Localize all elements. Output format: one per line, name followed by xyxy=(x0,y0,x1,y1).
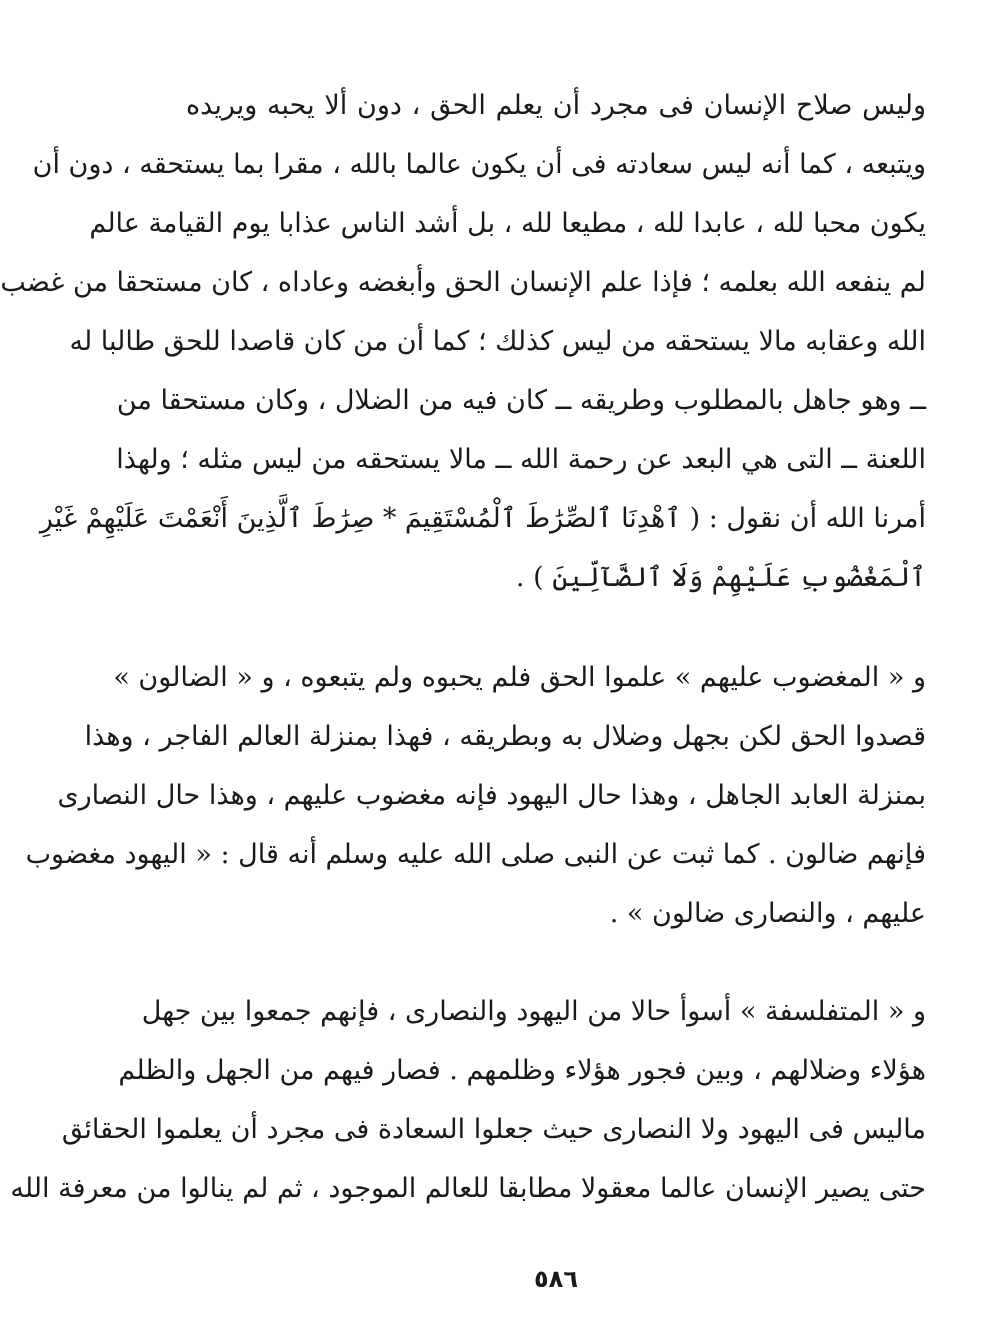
text-line: بمنزلة العابد الجاهل ، وهذا حال اليهود فإنه مغضوب عليهم ، وهذا حال النصارى xyxy=(57,780,926,811)
text-line: و « المغضوب عليهم » علموا الحق فلم يحبوه ولم يتبعوه ، و « الضالون » xyxy=(113,662,926,693)
text-line: عليهم ، والنصارى ضالون » . xyxy=(609,898,926,929)
text-line: هؤلاء وضلالهم ، وبين فجور هؤلاء وظلمهم . فصار فيهم من الجهل والظلم xyxy=(118,1055,926,1086)
text-line: لم ينفعه الله بعلمه ؛ فإذا علم الإنسان الحق وأبغضه وعاداه ، كان مستحقا من غضب xyxy=(0,267,926,298)
text-line: فإنهم ضالون . كما ثبت عن النبى صلى الله عليه وسلم أنه قال : « اليهود مغضوب xyxy=(25,839,926,870)
paragraph-1 xyxy=(0,76,926,607)
text-line: قصدوا الحق لكن بجهل وضلال به وبطريقه ، فهذا بمنزلة العالم الفاجر ، وهذا xyxy=(84,721,926,752)
text-line: ــ وهو جاهل بالمطلوب وطريقه ــ كان فيه من الضلال ، وكان مستحقا من xyxy=(116,385,926,416)
text-line: الله وعقابه مالا يستحقه من ليس كذلك ؛ كما أن من كان قاصدا للحق طالبا له xyxy=(69,326,926,357)
paragraph-2 xyxy=(25,648,926,943)
text-line: اللعنة ــ التى هي البعد عن رحمة الله ــ مالا يستحقه من ليس مثله ؛ ولهذا xyxy=(116,444,926,475)
paragraph-3 xyxy=(10,982,926,1218)
text-line: و « المتفلسفة » أسوأ حالا من اليهود والنصارى ، فإنهم جمعوا بين جهل xyxy=(141,996,926,1027)
text-line: وليس صلاح الإنسان فى مجرد أن يعلم الحق ، دون ألا يحبه ويريده xyxy=(186,90,926,121)
page-number: ٥٨٦ xyxy=(534,1265,578,1293)
text-line: حتى يصير الإنسان عالما معقولا مطابقا للعالم الموجود ، ثم لم ينالوا من معرفة الله xyxy=(10,1173,926,1204)
text-line: ماليس فى اليهود ولا النصارى حيث جعلوا السعادة فى مجرد أن يعلموا الحقائق xyxy=(61,1114,926,1145)
text-line: ويتبعه ، كما أنه ليس سعادته فى أن يكون عالما بالله ، مقرا بما يستحقه ، دون أن xyxy=(32,149,926,180)
text-line: يكون محبا لله ، عابدا لله ، مطيعا لله ، بل أشد الناس عذابا يوم القيامة عالم xyxy=(89,208,926,239)
quran-verse-line: ٱلْمَغْضُوبِ عَلَيْهِمْ وَلَا ٱلضَّآلِّينَ ) . xyxy=(515,562,926,593)
quran-verse-line: أمرنا الله أن نقول : ( ٱهْدِنَا ٱلصِّرَٰطَ ٱلْمُسْتَقِيمَ * صِرَٰطَ ٱلَّذِينَ أَنْعَمْتَ عَلَيْهِمْ غَيْرِ xyxy=(39,503,926,534)
